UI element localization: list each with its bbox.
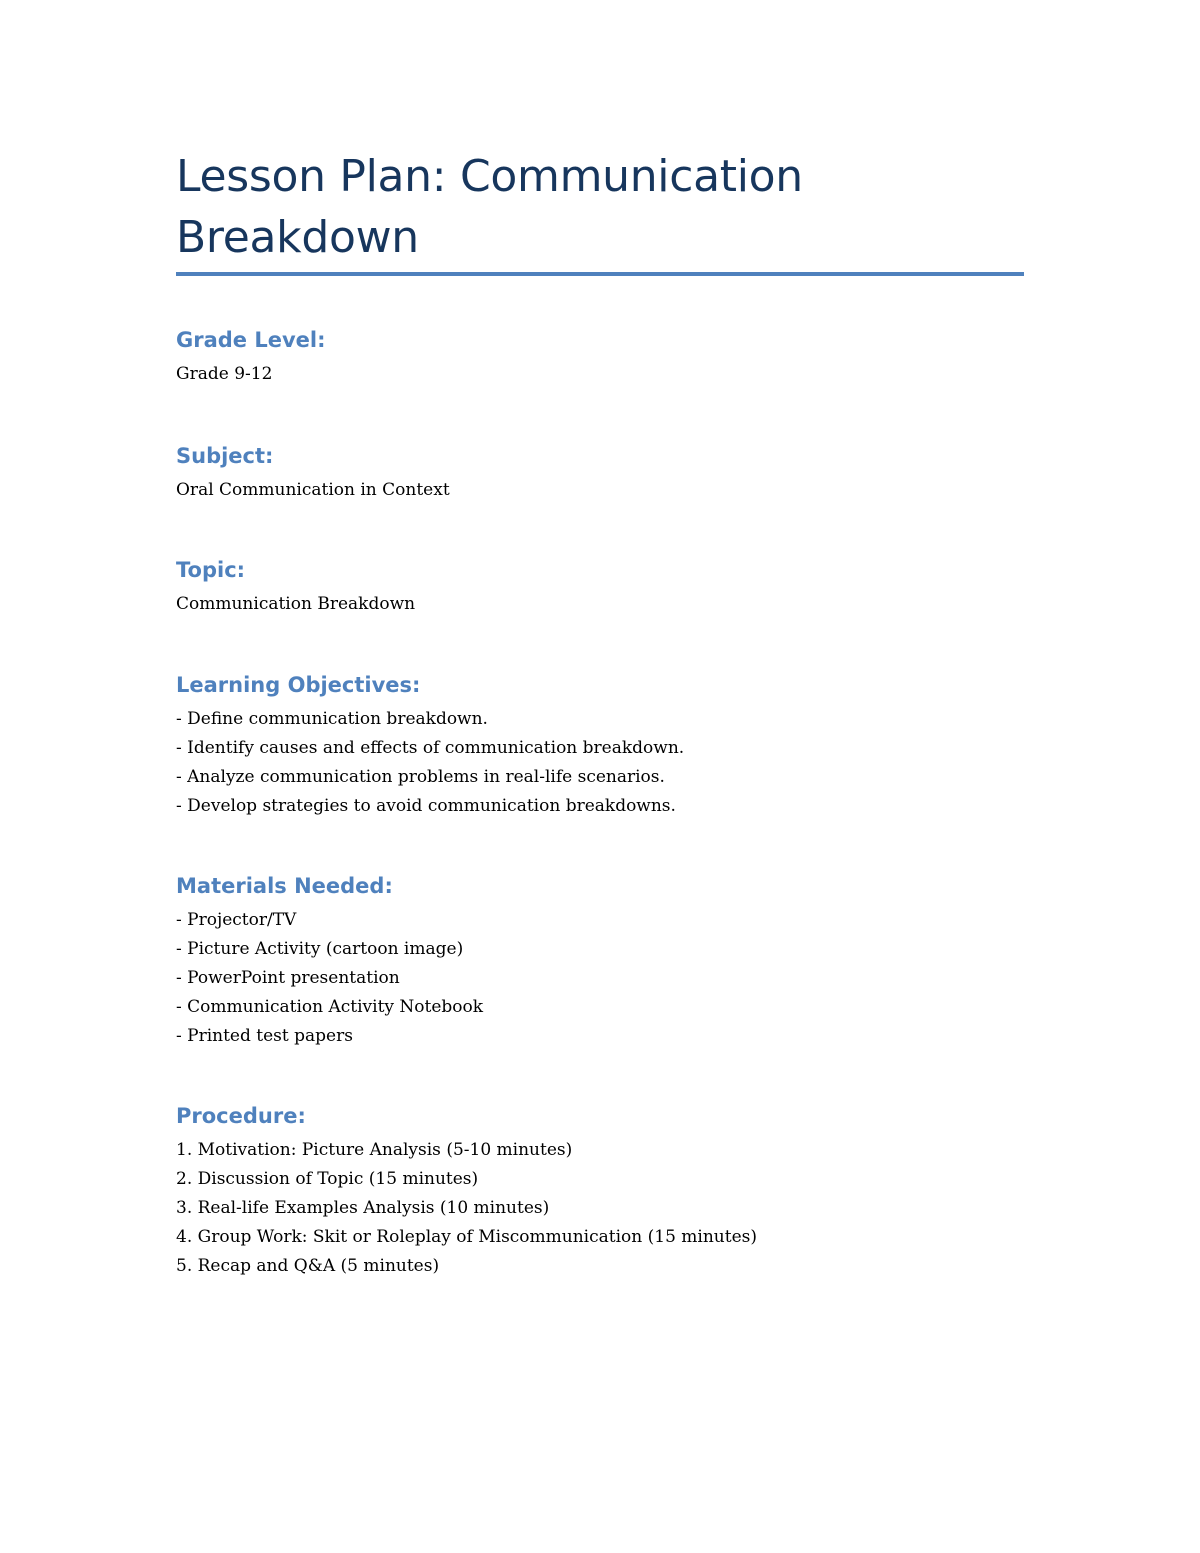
learning-objectives-list [176,705,1026,821]
grade-level-heading: Grade Level: [176,328,326,352]
procedure-heading: Procedure: [176,1104,306,1128]
procedure-list [176,1136,1026,1281]
topic-value: Communication Breakdown [176,594,416,614]
list-item: - Analyze communication problems in real-life scenarios. [176,767,665,787]
list-item: - Define communication breakdown. [176,709,488,729]
list-item: 2. Discussion of Topic (15 minutes) [176,1169,479,1189]
procedure-section [176,1101,1026,1281]
subject-value: Oral Communication in Context [176,480,450,500]
document-title: Lesson Plan: Communication Breakdown [176,151,803,263]
materials-needed-section [176,871,1026,1051]
list-item: - Develop strategies to avoid communication breakdowns. [176,796,676,816]
grade-level-value: Grade 9-12 [176,364,273,384]
list-item: 1. Motivation: Picture Analysis (5-10 minutes) [176,1140,573,1160]
list-item: 3. Real-life Examples Analysis (10 minutes) [176,1198,550,1218]
list-item: - Printed test papers [176,1026,353,1046]
learning-objectives-section [176,670,1026,821]
materials-needed-list [176,906,1026,1051]
list-item: - Identify causes and effects of communication breakdown. [176,738,685,758]
subject-section [176,441,1026,505]
learning-objectives-heading: Learning Objectives: [176,673,421,697]
list-item: - Projector/TV [176,910,297,930]
grade-level-section [176,325,1026,389]
list-item: - Communication Activity Notebook [176,997,484,1017]
title-underline-rule [176,272,1024,276]
topic-heading: Topic: [176,558,246,582]
materials-needed-heading: Materials Needed: [176,874,393,898]
topic-section [176,555,1026,619]
subject-heading: Subject: [176,444,274,468]
list-item: - PowerPoint presentation [176,968,400,988]
list-item: 5. Recap and Q&A (5 minutes) [176,1256,440,1276]
list-item: - Picture Activity (cartoon image) [176,939,464,959]
list-item: 4. Group Work: Skit or Roleplay of Miscommunication (15 minutes) [176,1227,758,1247]
